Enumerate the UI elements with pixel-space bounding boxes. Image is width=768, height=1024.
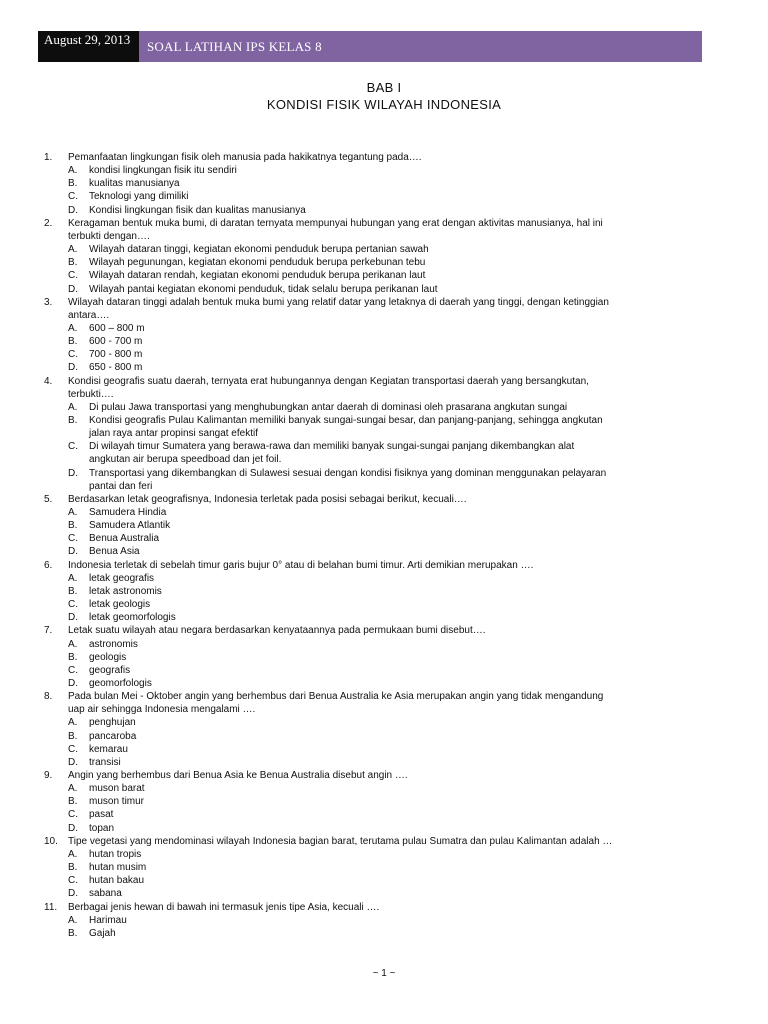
option-text: 600 - 700 m — [89, 336, 143, 347]
option-text: 650 - 800 m — [89, 362, 143, 373]
option-text: Benua Australia — [89, 533, 160, 544]
option-letter: C. — [68, 744, 78, 755]
chapter-subtitle: KONDISI FISIK WILAYAH INDONESIA — [266, 97, 502, 112]
question-text: uap air sehingga Indonesia mengalami …. — [68, 704, 256, 715]
question-text: Pemanfaatan lingkungan fisik oleh manusia pada hakikatnya tegantung pada…. — [68, 152, 422, 163]
option-letter: C. — [68, 533, 78, 544]
question-text: Wilayah dataran tinggi adalah bentuk muka bumi yang relatif datar yang letaknya di daerah yang tinggi, dengan ketinggian — [68, 297, 609, 308]
option-letter: C. — [68, 665, 78, 676]
option-letter: D. — [68, 757, 78, 768]
option-letter: C. — [68, 599, 78, 610]
header-date: August 29, 2013 — [38, 31, 139, 62]
option-letter: D. — [68, 888, 78, 899]
option-text: letak astronomis — [89, 586, 162, 597]
option-letter: D. — [68, 468, 78, 479]
option-text: penghujan — [89, 717, 136, 728]
option-letter: D. — [68, 678, 78, 689]
question-text: Kondisi geografis suatu daerah, ternyata erat hubungannya dengan Kegiatan transportasi daerah yang bersangkutan, — [68, 376, 589, 387]
option-letter: D. — [68, 612, 78, 623]
question-text: Berbagai jenis hewan di bawah ini termasuk jenis tipe Asia, kecuali …. — [68, 902, 380, 913]
question-number: 6. — [44, 560, 53, 571]
option-text: Benua Asia — [89, 546, 140, 557]
option-letter: C. — [68, 270, 78, 281]
question-number: 11. — [44, 902, 58, 913]
option-text: Wilayah pegunungan, kegiatan ekonomi penduduk berupa perkebunan tebu — [89, 257, 426, 268]
option-text: Kondisi lingkungan fisik dan kualitas manusianya — [89, 205, 306, 216]
option-text: muson timur — [89, 796, 145, 807]
option-letter: B. — [68, 336, 78, 347]
option-text: sabana — [89, 888, 122, 899]
option-letter: A. — [68, 402, 78, 413]
option-text: transisi — [89, 757, 121, 768]
question-text: Keragaman bentuk muka bumi, di daratan ternyata mempunyai hubungan yang erat dengan aktivitas manusianya, hal ini — [68, 218, 603, 229]
option-text: Wilayah dataran rendah, kegiatan ekonomi penduduk berupa perikanan laut — [89, 270, 426, 281]
question-number: 8. — [44, 691, 53, 702]
question-text: Pada bulan Mei - Oktober angin yang berhembus dari Benua Australia ke Asia merupakan angin yang tidak mengandung — [68, 691, 604, 702]
option-text: kondisi lingkungan fisik itu sendiri — [89, 165, 237, 176]
header-title: SOAL LATIHAN IPS KELAS 8 — [139, 31, 702, 62]
option-letter: D. — [68, 284, 78, 295]
question-number: 2. — [44, 218, 53, 229]
option-text: pantai dan feri — [89, 481, 153, 492]
question-number: 5. — [44, 494, 53, 505]
option-text: topan — [89, 823, 115, 834]
option-text: pancaroba — [89, 731, 137, 742]
option-text: pasat — [89, 809, 114, 820]
option-text: letak geomorfologis — [89, 612, 176, 623]
option-letter: A. — [68, 244, 78, 255]
option-letter: B. — [68, 796, 78, 807]
option-text: Kondisi geografis Pulau Kalimantan memiliki banyak sungai-sungai besar, dan panjang-panjang, sehingga angkutan — [89, 415, 603, 426]
option-letter: B. — [68, 415, 78, 426]
option-letter: B. — [68, 586, 78, 597]
option-text: geologis — [89, 652, 127, 663]
question-number: 4. — [44, 376, 53, 387]
option-letter: B. — [68, 928, 78, 939]
option-letter: B. — [68, 862, 78, 873]
option-letter: C. — [68, 809, 78, 820]
option-text: angkutan air berupa speedboad dan jet foil. — [89, 454, 282, 465]
question-text: terbukti dengan…. — [68, 231, 150, 242]
option-letter: C. — [68, 349, 78, 360]
option-letter: C. — [68, 441, 78, 452]
option-text: hutan tropis — [89, 849, 142, 860]
option-text: Transportasi yang dikembangkan di Sulawesi sesuai dengan kondisi fisiknya yang dominan menggunakan pelayaran — [89, 468, 607, 479]
option-letter: D. — [68, 823, 78, 834]
option-letter: A. — [68, 507, 78, 518]
option-text: geografis — [89, 665, 131, 676]
option-letter: A. — [68, 849, 78, 860]
option-text: Wilayah pantai kegiatan ekonomi penduduk, tidak selalu berupa perikanan laut — [89, 284, 438, 295]
question-number: 1. — [44, 152, 53, 163]
option-letter: A. — [68, 165, 78, 176]
option-text: Samudera Hindia — [89, 507, 167, 518]
option-text: hutan bakau — [89, 875, 145, 886]
option-letter: C. — [68, 191, 78, 202]
question-text: Indonesia terletak di sebelah timur garis bujur 0° atau di belahan bumi timur. Arti demikian merupakan …. — [68, 560, 534, 571]
page-number: ~ 1 ~ — [372, 968, 396, 979]
option-letter: B. — [68, 257, 78, 268]
option-text: Di pulau Jawa transportasi yang menghubungkan antar daerah di dominasi oleh prasarana angkutan sungai — [89, 402, 568, 413]
option-text: kualitas manusianya — [89, 178, 180, 189]
option-letter: D. — [68, 362, 78, 373]
question-text: terbukti…. — [68, 389, 114, 400]
option-text: 700 - 800 m — [89, 349, 143, 360]
question-text: Letak suatu wilayah atau negara berdasarkan kenyataannya pada permukaan bumi disebut…. — [68, 625, 486, 636]
option-text: letak geografis — [89, 573, 155, 584]
option-letter: A. — [68, 717, 78, 728]
chapter-title: BAB I — [366, 80, 402, 95]
option-letter: B. — [68, 178, 78, 189]
option-letter: D. — [68, 205, 78, 216]
option-text: geomorfologis — [89, 678, 152, 689]
option-text: 600 – 800 m — [89, 323, 145, 334]
option-text: Di wilayah timur Sumatera yang berawa-rawa dan memiliki banyak sungai-sungai panjang dikembangkan alat — [89, 441, 575, 452]
option-text: Teknologi yang dimiliki — [89, 191, 189, 202]
question-text: antara…. — [68, 310, 110, 321]
option-letter: B. — [68, 520, 78, 531]
question-number: 10. — [44, 836, 58, 847]
option-text: kemarau — [89, 744, 128, 755]
option-letter: A. — [68, 915, 78, 926]
option-text: jalan raya antar propinsi sangat efektif — [89, 428, 258, 439]
option-text: Wilayah dataran tinggi, kegiatan ekonomi penduduk berupa pertanian sawah — [89, 244, 429, 255]
option-text: hutan musim — [89, 862, 147, 873]
option-text: Gajah — [89, 928, 116, 939]
option-text: astronomis — [89, 639, 138, 650]
question-number: 7. — [44, 625, 53, 636]
option-text: letak geologis — [89, 599, 151, 610]
question-text: Tipe vegetasi yang mendominasi wilayah Indonesia bagian barat, terutama pulau Sumatra dan pulau Kalimantan adalah … — [68, 836, 613, 847]
option-letter: A. — [68, 323, 78, 334]
option-text: Harimau — [89, 915, 127, 926]
option-text: Samudera Atlantik — [89, 520, 171, 531]
question-number: 9. — [44, 770, 53, 781]
option-letter: A. — [68, 573, 78, 584]
option-letter: D. — [68, 546, 78, 557]
option-letter: C. — [68, 875, 78, 886]
question-text: Berdasarkan letak geografisnya, Indonesia terletak pada posisi sebagai berikut, kecuali…. — [68, 494, 467, 505]
option-letter: A. — [68, 639, 78, 650]
question-text: Angin yang berhembus dari Benua Asia ke Benua Australia disebut angin …. — [68, 770, 408, 781]
option-letter: B. — [68, 731, 78, 742]
option-text: muson barat — [89, 783, 145, 794]
question-number: 3. — [44, 297, 53, 308]
option-letter: B. — [68, 652, 78, 663]
option-letter: A. — [68, 783, 78, 794]
